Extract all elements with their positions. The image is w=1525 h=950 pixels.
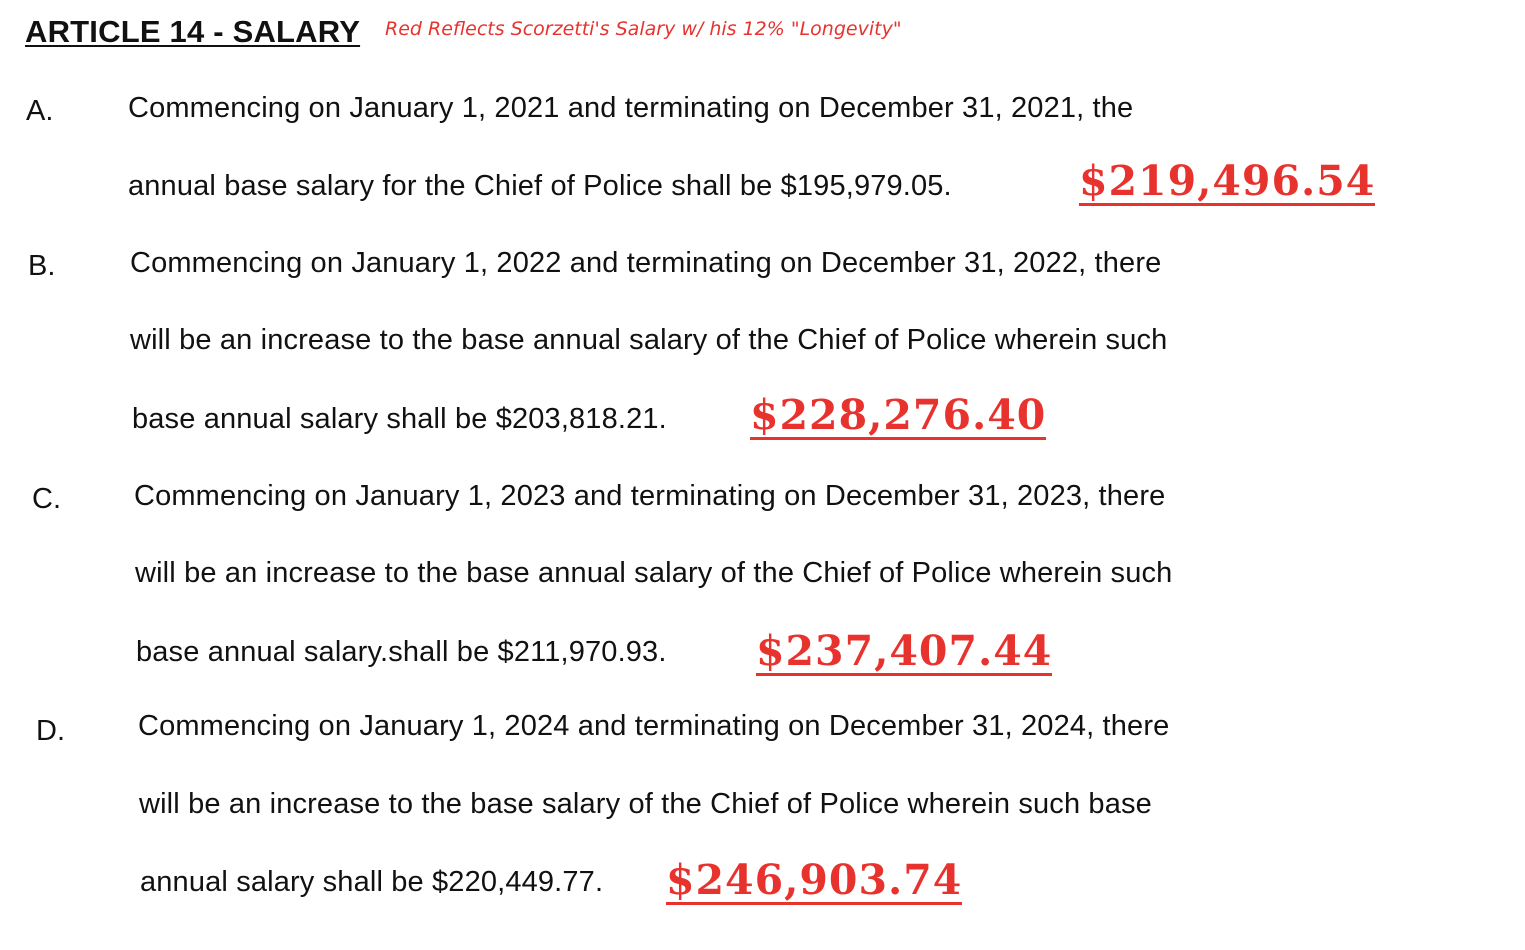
clause-b-line-2: will be an increase to the base annual salary of the Chief of Police wherein such bbox=[130, 324, 1168, 356]
clause-c-line-3: base annual salary.shall be $211,970.93. bbox=[136, 636, 667, 668]
red-annotation-note: Red Reflects Scorzetti's Salary w/ his 12% "Longevity" bbox=[385, 18, 902, 40]
clause-c-longevity-salary: $237,407.44 bbox=[756, 627, 1053, 675]
clause-c-line-1: Commencing on January 1, 2023 and terminating on December 31, 2023, there bbox=[134, 480, 1166, 512]
clause-a-letter: A. bbox=[26, 95, 54, 127]
article-heading bbox=[25, 14, 360, 50]
clause-c-letter: C. bbox=[32, 483, 61, 515]
clause-b-line-1: Commencing on January 1, 2022 and terminating on December 31, 2022, there bbox=[130, 247, 1162, 279]
clause-d-line-1: Commencing on January 1, 2024 and terminating on December 31, 2024, there bbox=[138, 710, 1170, 742]
clause-c-line-2: will be an increase to the base annual salary of the Chief of Police wherein such bbox=[135, 557, 1173, 589]
clause-d-letter: D. bbox=[36, 715, 65, 747]
clause-a-line-2: annual base salary for the Chief of Police shall be $195,979.05. bbox=[128, 170, 952, 202]
clause-d-line-3: annual salary shall be $220,449.77. bbox=[140, 866, 604, 898]
clause-b-line-3: base annual salary shall be $203,818.21. bbox=[132, 403, 667, 435]
article-title: ARTICLE 14 - SALARY bbox=[25, 14, 361, 49]
clause-d-line-2: will be an increase to the base salary of the Chief of Police wherein such base bbox=[139, 788, 1152, 820]
clause-a-longevity-salary: $219,496.54 bbox=[1079, 157, 1376, 205]
clause-b-letter: B. bbox=[28, 250, 56, 282]
clause-b-longevity-salary: $228,276.40 bbox=[750, 391, 1047, 439]
clause-d-longevity-salary: $246,903.74 bbox=[666, 856, 963, 904]
clause-a-line-1: Commencing on January 1, 2021 and terminating on December 31, 2021, the bbox=[128, 92, 1134, 124]
